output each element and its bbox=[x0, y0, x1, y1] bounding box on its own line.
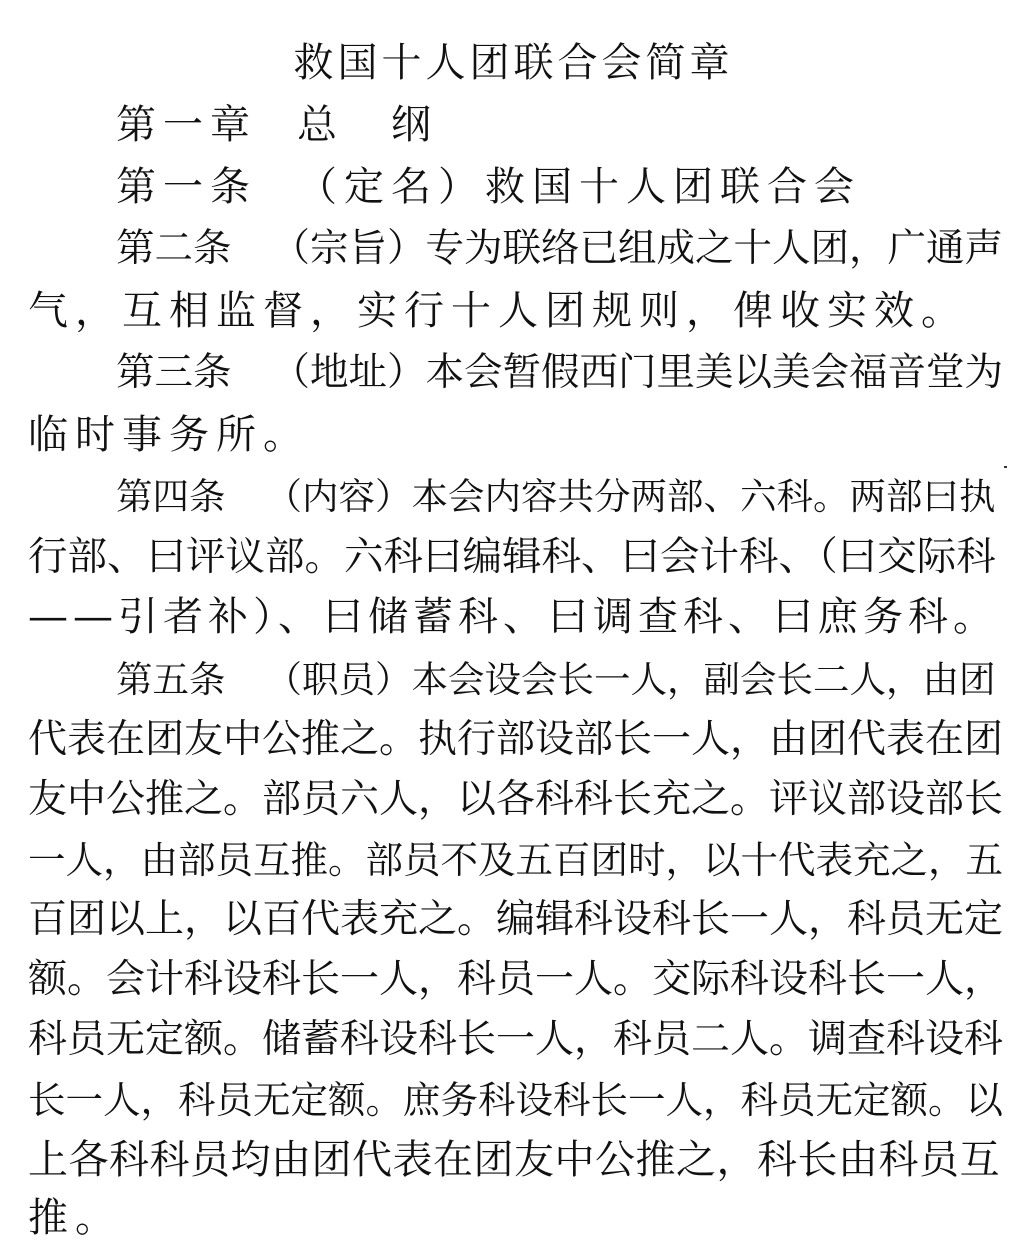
article-2-line-2: 气，互相监督，实行十人团规则，俾收实效。 bbox=[28, 288, 968, 334]
article-4-line-1 bbox=[116, 472, 1003, 522]
scan-speck bbox=[1004, 466, 1007, 468]
article-5-label: 第五条 bbox=[116, 658, 226, 701]
chapter-label: 第一章 bbox=[116, 102, 257, 148]
article-5-line-10: 推。 bbox=[28, 1195, 122, 1241]
article-5-line-3: 友中公推之。部员六人，以各科科长充之。评议部设部长 bbox=[28, 777, 1004, 822]
article-5-line-8: 长一人，科员无定额。庶务科设科长一人，科员无定额。以 bbox=[28, 1078, 1003, 1122]
article-3-line-2: 临时事务所。 bbox=[28, 412, 310, 458]
article-5-line-6: 额。会计科设科长一人，科员一人。交际科设科长一人， bbox=[28, 957, 1004, 1002]
article-1-text: （定名）救国十人团联合会 bbox=[297, 164, 861, 210]
article-3-line-1 bbox=[116, 348, 1003, 398]
article-3-label: 第三条 bbox=[116, 350, 232, 395]
article-3-text: （地址）本会暂假西门里美以美会福音堂为 bbox=[271, 350, 1004, 395]
article-4-label: 第四条 bbox=[116, 475, 226, 518]
article-5-line-7: 科员无定额。储蓄科设科长一人，科员二人。调查科设科 bbox=[28, 1017, 1004, 1062]
chapter-heading bbox=[116, 100, 1003, 150]
document-title: 救国十人团联合会简章 bbox=[293, 40, 734, 86]
article-5-text: （职员）本会设会长一人，副会长二人，由团 bbox=[265, 658, 996, 701]
article-4-line-3: ——引者补）、曰储蓄科、曰调查科、曰庶务科。 bbox=[28, 594, 998, 640]
article-2-text: （宗旨）专为联络已组成之十人团，广通声 bbox=[271, 226, 1004, 271]
article-2-label: 第二条 bbox=[116, 226, 232, 271]
article-1-line-1 bbox=[116, 162, 1003, 212]
article-5-line-9: 上各科科员均由团代表在团友中公推之，科长由科员互 bbox=[28, 1137, 1000, 1183]
chapter-name: 总 纲 bbox=[297, 102, 438, 148]
article-2-line-1 bbox=[116, 224, 1003, 274]
article-1-label: 第一条 bbox=[116, 164, 257, 210]
article-5-line-4: 一人，由部员互推。部员不及五百团时，以十代表充之，五 bbox=[28, 838, 1003, 882]
article-5-line-2: 代表在团友中公推之。执行部设部长一人，由团代表在团 bbox=[28, 717, 1004, 762]
article-4-text: （内容）本会内容共分两部、六科。两部曰执 bbox=[265, 475, 996, 518]
article-4-line-2: 行部、曰评议部。六科曰编辑科、曰会计科、（曰交际科 bbox=[28, 534, 996, 580]
article-5-line-5: 百团以上，以百代表充之。编辑科设科长一人，科员无定 bbox=[28, 897, 1004, 942]
article-5-line-1 bbox=[116, 655, 1003, 705]
